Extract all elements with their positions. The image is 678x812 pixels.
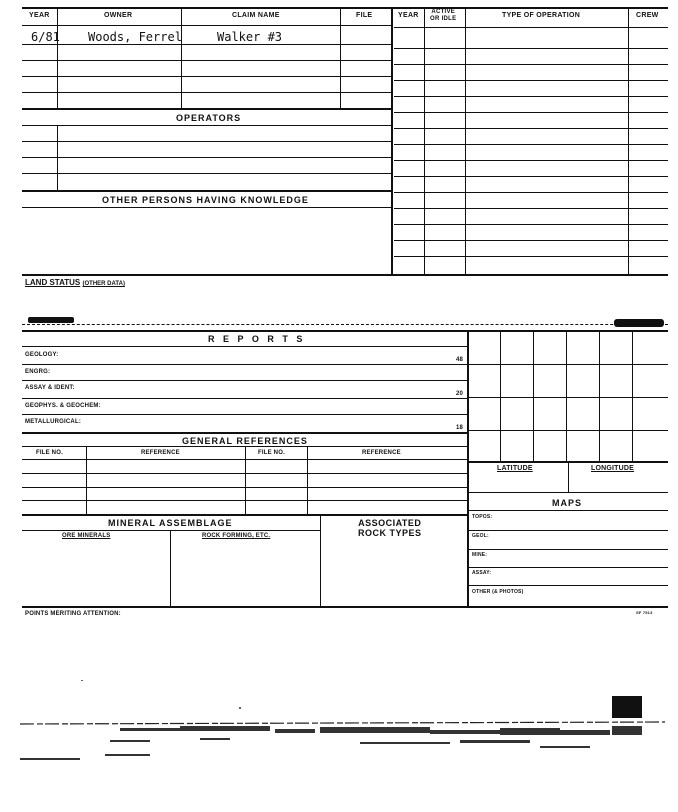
- claims-file-header: FILE: [356, 12, 373, 19]
- claims-col-divider-2: [181, 8, 182, 108]
- claims-col-divider-1: [57, 8, 58, 108]
- map-mine-label: MINE:: [472, 552, 488, 558]
- report-metallurgical-label: METALLURGICAL:: [25, 419, 82, 425]
- scan-mark-left: [28, 317, 74, 323]
- claim-name-value: Walker #3: [217, 30, 283, 44]
- reports-row-rule: [22, 414, 468, 415]
- activity-row-rule: [394, 80, 668, 81]
- ref-reference-header-2: REFERENCE: [362, 450, 401, 456]
- general-references-title: GENERAL REFERENCES: [182, 436, 308, 446]
- coords-divider: [568, 462, 569, 492]
- other-persons-title: OTHER PERSONS HAVING KNOWLEDGE: [102, 195, 309, 205]
- claim-year-value: 6/81: [31, 30, 60, 44]
- activity-row-rule: [394, 144, 668, 145]
- form-number: SF 7513: [636, 610, 653, 615]
- activity-row-rule: [394, 224, 668, 225]
- references-bottom-rule: [22, 514, 468, 516]
- claims-owner-header: OWNER: [104, 12, 133, 19]
- ref-reference-header-1: REFERENCE: [141, 450, 180, 456]
- maps-title: MAPS: [552, 498, 583, 508]
- land-status-title: [25, 278, 125, 287]
- claims-bottom-rule: [22, 108, 392, 110]
- activity-header-rule: [394, 27, 668, 28]
- claims-year-header: YEAR: [29, 12, 50, 19]
- dashed-separator: [22, 324, 668, 325]
- mineral-assemblage-title: MINERAL ASSEMBLAGE: [108, 518, 233, 528]
- location-grid-row: [468, 364, 668, 365]
- associated-rock-types-title: ASSOCIATED ROCK TYPES: [358, 518, 422, 538]
- activity-row-rule: [394, 208, 668, 209]
- claims-row-rule: [22, 92, 392, 93]
- activity-crew-header: CREW: [636, 12, 659, 19]
- claims-header-rule: [22, 25, 392, 26]
- map-assay-label: ASSAY:: [472, 570, 492, 576]
- scan-noise-band: [0, 680, 678, 812]
- longitude-label: LONGITUDE: [591, 465, 635, 472]
- ref-file-no-header-2: FILE NO.: [258, 450, 285, 456]
- maps-row-rule: [468, 567, 668, 568]
- activity-type-header: TYPE OF OPERATION: [502, 12, 581, 19]
- mineral-col-divider: [170, 530, 171, 606]
- reports-top-border: [22, 330, 668, 332]
- right-panel-left-border: [467, 330, 469, 606]
- location-grid-col: [533, 331, 534, 461]
- scan-speckle: [20, 680, 642, 760]
- latitude-label: LATITUDE: [497, 465, 533, 472]
- activity-row-rule: [394, 160, 668, 161]
- operators-row-rule: [22, 141, 392, 142]
- maps-row-rule: [468, 530, 668, 531]
- claims-row-rule: [22, 60, 392, 61]
- reports-row-rule: [22, 364, 468, 365]
- references-col-divider-3: [307, 446, 308, 514]
- reports-row-rule: [22, 380, 468, 381]
- mineral-header-rule: [22, 530, 320, 531]
- map-other-label: OTHER (& PHOTOS): [472, 589, 524, 595]
- operators-bottom-rule: [22, 190, 392, 192]
- activity-left-border: [391, 7, 393, 275]
- report-geophys-label: GEOPHYS. & GEOCHEM:: [25, 403, 101, 409]
- operators-header-rule: [22, 125, 392, 126]
- references-col-divider-1: [86, 446, 87, 514]
- report-assay-label: ASSAY & IDENT:: [25, 385, 75, 391]
- land-status-sub-label: (OTHER DATA): [82, 281, 125, 287]
- maps-header-rule: [468, 510, 668, 511]
- references-col-divider-2: [245, 446, 246, 514]
- reports-row-rule: [22, 398, 468, 399]
- activity-row-rule: [394, 112, 668, 113]
- scan-mark-block: [612, 696, 642, 718]
- maps-row-rule: [468, 549, 668, 550]
- top-border: [22, 7, 668, 9]
- activity-row-rule: [394, 256, 668, 257]
- land-status-label: LAND STATUS: [25, 278, 81, 287]
- location-grid-col: [599, 331, 600, 461]
- ore-minerals-header: ORE MINERALS: [62, 533, 111, 539]
- location-grid-row: [468, 397, 668, 398]
- scan-streak: [20, 722, 665, 724]
- operators-title: OPERATORS: [176, 113, 242, 123]
- activity-row-rule: [394, 128, 668, 129]
- coords-bottom-rule: [468, 492, 668, 493]
- form-bottom-rule: [22, 606, 668, 608]
- location-grid-row: [468, 430, 668, 431]
- reports-header-rule: [22, 346, 468, 347]
- claim-owner-value: Woods, Ferrel: [88, 30, 182, 44]
- maps-row-rule: [468, 585, 668, 586]
- report-assay-num: 20: [456, 391, 464, 397]
- reports-bottom-rule: [22, 432, 468, 434]
- map-geol-label: GEOL:: [472, 533, 489, 539]
- activity-active-idle-header: ACTIVE OR IDLE: [430, 9, 457, 22]
- operators-row-rule: [22, 157, 392, 158]
- claims-name-header: CLAIM NAME: [232, 12, 280, 19]
- location-grid-col: [632, 331, 633, 461]
- references-row-rule: [22, 487, 468, 488]
- report-metallurgical-num: 18: [456, 425, 464, 431]
- report-engrg-label: ENGRG:: [25, 369, 51, 375]
- claims-row-rule: [22, 76, 392, 77]
- activity-row-rule: [394, 48, 668, 49]
- activity-row-rule: [394, 192, 668, 193]
- ref-file-no-header-1: FILE NO.: [36, 450, 63, 456]
- activity-row-rule: [394, 64, 668, 65]
- reports-title: R E P O R T S: [208, 334, 306, 344]
- references-row-rule: [22, 500, 468, 501]
- other-persons-header-rule: [22, 207, 392, 208]
- references-row-rule: [22, 473, 468, 474]
- claims-col-divider-3: [340, 8, 341, 108]
- map-topos-label: TOPOS:: [472, 514, 493, 520]
- operators-row-rule: [22, 173, 392, 174]
- report-geology-num: 48: [456, 357, 464, 363]
- report-geology-label: GEOLOGY:: [25, 352, 59, 358]
- location-grid-col: [500, 331, 501, 461]
- activity-row-rule: [394, 240, 668, 241]
- top-section-bottom-rule: [22, 274, 668, 276]
- activity-year-header: YEAR: [398, 12, 419, 19]
- activity-row-rule: [394, 176, 668, 177]
- scan-mark-right: [614, 319, 664, 327]
- rock-types-divider: [320, 514, 321, 606]
- points-meriting-attention-label: POINTS MERITING ATTENTION:: [25, 611, 121, 617]
- rock-forming-header: ROCK FORMING, ETC.: [202, 533, 271, 539]
- location-grid-col: [566, 331, 567, 461]
- operators-col-divider: [57, 125, 58, 191]
- activity-row-rule: [394, 96, 668, 97]
- claims-row-rule: [22, 44, 392, 45]
